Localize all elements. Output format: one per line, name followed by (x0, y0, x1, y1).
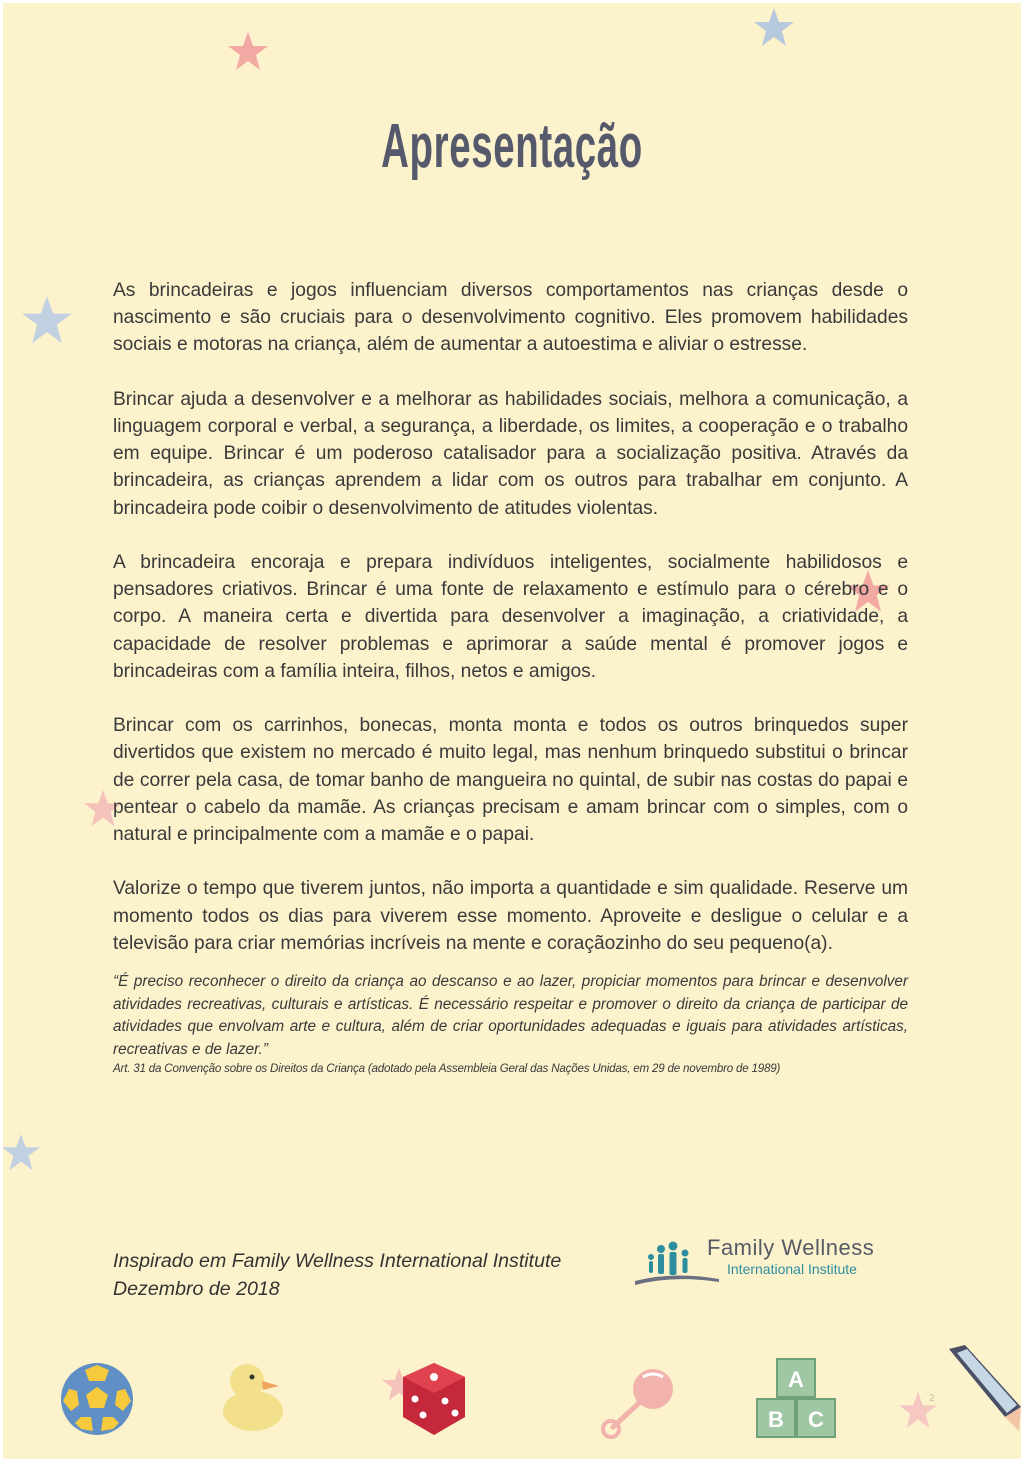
page-number: 2 (929, 1393, 935, 1404)
document-body (113, 277, 908, 1077)
quote-citation: Art. 31 da Convenção sobre os Direitos da Criança (adotado pela Assembleia Geral das Nações Unidas, em 29 de novembro de 1989) (113, 1062, 781, 1076)
svg-text:C: C (808, 1407, 824, 1432)
abc-blocks-icon (755, 1357, 839, 1439)
rattle-icon (601, 1365, 681, 1441)
soccer-ball-icon (59, 1361, 135, 1437)
paragraph: As brincadeiras e jogos influenciam diversos comportamentos nas crianças desde o nascimento e são cruciais para o desenvolvimento cognitivo. Eles promovem habilidades sociais e motoras na criança, além de aumentar a autoestima e aliviar o estresse. (113, 280, 908, 356)
svg-text:B: B (768, 1407, 784, 1432)
dice-icon (401, 1361, 467, 1437)
paragraph: Brincar com os carrinhos, bonecas, monta monta e todos os outros brinquedos super divertidos que existem no mercado é muito legal, mas nenhum brinquedo substitui o brincar de correr pela casa, de tomar banho de mangueira no quintal, de subir nas costas do papai e pentear o cabelo da mamãe. As crianças precisam e amam brincar com o simples, com o natural e principalmente com a mamãe e o papai. (113, 715, 908, 846)
family-wellness-logo (633, 1235, 913, 1295)
svg-text:A: A (788, 1367, 804, 1392)
paragraph: Valorize o tempo que tiverem juntos, não importa a quantidade e sim qualidade. Reserve um momento todos os dias para viverem esse momento. Aproveite e desligue o celular e a televisão para criar memórias incríveis na mente e coraçãozinho do seu pequeno(a). (113, 878, 908, 954)
quote: “É preciso reconhecer o direito da criança ao descanso e ao lazer, propiciar momentos para brincar e desenvolver atividades recreativas, culturais e artísticas. É necessário respeitar e promover o direito da criança de participar de atividades que envolvam arte e cultura, além de criar oportunidades adequadas e iguais para atividades artísticas, recreativas e de lazer.” (113, 973, 908, 1058)
paragraph: Brincar ajuda a desenvolver e a melhorar as habilidades sociais, melhora a comunicação, a linguagem corporal e verbal, a segurança, a liberdade, os limites, a cooperação e o trabalho em equipe. Brincar é um poderoso catalisador para a socialização positiva. Através da brincadeira, as crianças aprendem a lidar com os outros para trabalhar em conjunto. A brincadeira pode coibir o desenvolvimento de atitudes violentas. (113, 388, 908, 519)
document-page (3, 3, 1021, 1459)
star-icon (753, 7, 795, 49)
logo-title: Family Wellness (707, 1235, 875, 1260)
star-icon (21, 295, 73, 347)
star-icon (227, 31, 269, 73)
paragraph: A brincadeira encoraja e prepara indivíduos inteligentes, socialmente habilidosos e pensadores criativos. Brincar é uma fonte de relaxamento e estímulo para o cérebro e o corpo. A maneira certa e divertida para desenvolver a imaginação, a criatividade, a capacidade de resolver problemas e aprimorar a saúde mental é promover jogos e brincadeiras com a família inteira, filhos, netos e amigos. (113, 552, 908, 682)
logo-subtitle: International Institute (727, 1261, 857, 1277)
footer-credits (113, 1247, 561, 1303)
rubber-duck-icon (215, 1359, 287, 1435)
footer-date: Dezembro de 2018 (113, 1278, 280, 1300)
pencil-icon (943, 1343, 1021, 1433)
page-title: Apresentação (381, 112, 643, 181)
footer-inspired-by: Inspirado em Family Wellness International Institute (113, 1250, 562, 1272)
star-icon (3, 1133, 41, 1173)
